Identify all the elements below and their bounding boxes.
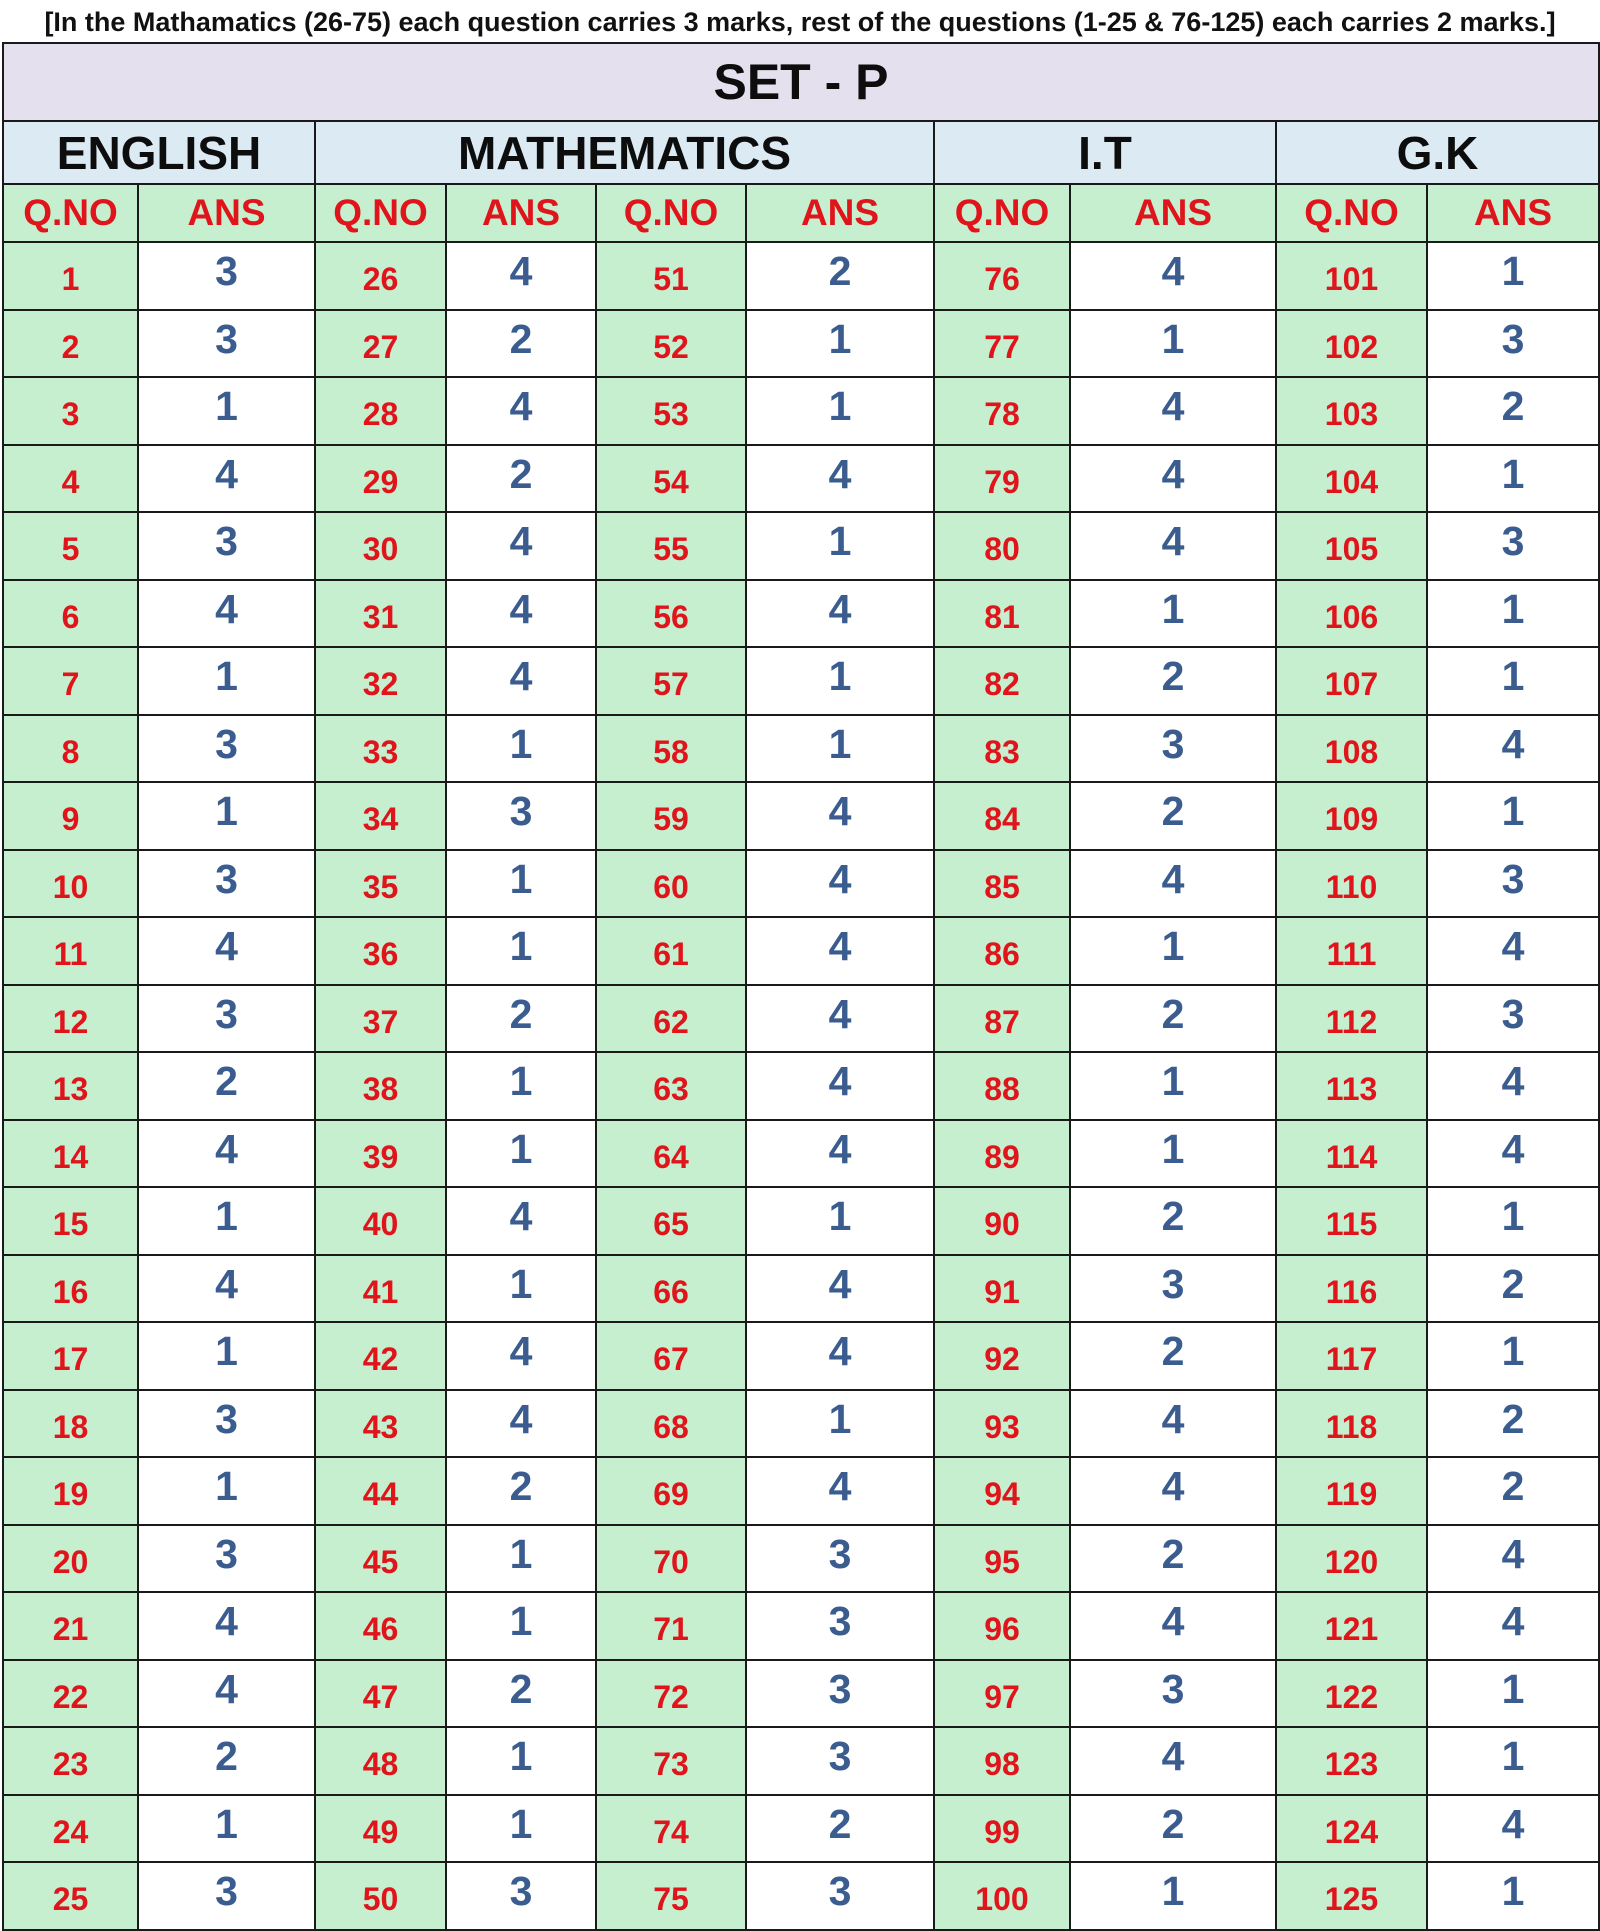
- answer-cell: 4: [446, 1187, 596, 1255]
- answer-cell: 4: [1427, 715, 1599, 783]
- subject-header-gk: G.K: [1276, 121, 1599, 184]
- question-number-cell: 24: [3, 1795, 138, 1863]
- answer-cell: 2: [446, 1660, 596, 1728]
- question-number-cell: 89: [934, 1120, 1070, 1188]
- question-number-cell: 64: [596, 1120, 746, 1188]
- question-number-cell: 103: [1276, 377, 1427, 445]
- answer-cell: 1: [446, 1795, 596, 1863]
- answer-cell: 1: [446, 1052, 596, 1120]
- question-number-cell: 68: [596, 1390, 746, 1458]
- answer-cell: 4: [1070, 512, 1276, 580]
- answer-cell: 2: [746, 1795, 934, 1863]
- question-number-cell: 36: [315, 917, 446, 985]
- answer-cell: 2: [1427, 1457, 1599, 1525]
- question-number-cell: 62: [596, 985, 746, 1053]
- question-number-cell: 55: [596, 512, 746, 580]
- answer-cell: 2: [1427, 1255, 1599, 1323]
- question-number-cell: 47: [315, 1660, 446, 1728]
- column-header-ans: ANS: [138, 184, 315, 242]
- answer-key-table: [2, 42, 1600, 1931]
- question-number-cell: 25: [3, 1862, 138, 1930]
- table-row: [3, 1187, 1599, 1255]
- answer-cell: 1: [446, 1727, 596, 1795]
- table-row: [3, 917, 1599, 985]
- question-number-cell: 44: [315, 1457, 446, 1525]
- table-row: [3, 1592, 1599, 1660]
- answer-cell: 1: [1427, 1727, 1599, 1795]
- question-number-cell: 3: [3, 377, 138, 445]
- question-number-cell: 2: [3, 310, 138, 378]
- answer-cell: 3: [138, 512, 315, 580]
- question-number-cell: 40: [315, 1187, 446, 1255]
- answer-cell: 4: [138, 1592, 315, 1660]
- answer-cell: 2: [138, 1052, 315, 1120]
- question-number-cell: 12: [3, 985, 138, 1053]
- answer-cell: 1: [1427, 647, 1599, 715]
- question-number-cell: 74: [596, 1795, 746, 1863]
- answer-cell: 3: [1070, 715, 1276, 783]
- question-number-cell: 119: [1276, 1457, 1427, 1525]
- question-number-cell: 96: [934, 1592, 1070, 1660]
- table-row: [3, 512, 1599, 580]
- question-number-cell: 6: [3, 580, 138, 648]
- answer-cell: 2: [446, 445, 596, 513]
- answer-cell: 2: [1070, 985, 1276, 1053]
- table-row: [3, 1660, 1599, 1728]
- question-number-cell: 43: [315, 1390, 446, 1458]
- question-number-cell: 80: [934, 512, 1070, 580]
- table-row: [3, 445, 1599, 513]
- answer-cell: 3: [1427, 985, 1599, 1053]
- question-number-cell: 35: [315, 850, 446, 918]
- question-number-cell: 87: [934, 985, 1070, 1053]
- answer-cell: 1: [138, 647, 315, 715]
- question-number-cell: 117: [1276, 1322, 1427, 1390]
- table-row: [3, 647, 1599, 715]
- question-number-cell: 106: [1276, 580, 1427, 648]
- answer-cell: 3: [746, 1660, 934, 1728]
- answer-cell: 1: [446, 1525, 596, 1593]
- question-number-cell: 76: [934, 242, 1070, 310]
- question-number-cell: 72: [596, 1660, 746, 1728]
- table-row: [3, 782, 1599, 850]
- question-number-cell: 98: [934, 1727, 1070, 1795]
- answer-cell: 1: [138, 1322, 315, 1390]
- answer-cell: 3: [446, 782, 596, 850]
- question-number-cell: 111: [1276, 917, 1427, 985]
- answer-cell: 1: [746, 715, 934, 783]
- question-number-cell: 69: [596, 1457, 746, 1525]
- question-number-cell: 16: [3, 1255, 138, 1323]
- question-number-cell: 15: [3, 1187, 138, 1255]
- answer-cell: 4: [1070, 242, 1276, 310]
- subject-header-row: [3, 121, 1599, 184]
- answer-cell: 4: [1427, 1120, 1599, 1188]
- question-number-cell: 32: [315, 647, 446, 715]
- question-number-cell: 100: [934, 1862, 1070, 1930]
- answer-cell: 3: [1070, 1660, 1276, 1728]
- question-number-cell: 83: [934, 715, 1070, 783]
- answer-cell: 4: [138, 1255, 315, 1323]
- column-header-qno: Q.NO: [315, 184, 446, 242]
- question-number-cell: 110: [1276, 850, 1427, 918]
- answer-cell: 4: [746, 917, 934, 985]
- question-number-cell: 4: [3, 445, 138, 513]
- question-number-cell: 14: [3, 1120, 138, 1188]
- answer-cell: 1: [1427, 1660, 1599, 1728]
- question-number-cell: 112: [1276, 985, 1427, 1053]
- column-header-ans: ANS: [1427, 184, 1599, 242]
- question-number-cell: 34: [315, 782, 446, 850]
- question-number-cell: 125: [1276, 1862, 1427, 1930]
- question-number-cell: 37: [315, 985, 446, 1053]
- question-number-cell: 28: [315, 377, 446, 445]
- question-number-cell: 18: [3, 1390, 138, 1458]
- set-title-row: [3, 43, 1599, 121]
- table-row: [3, 850, 1599, 918]
- answer-cell: 4: [746, 1255, 934, 1323]
- answer-cell: 4: [138, 1120, 315, 1188]
- answer-cell: 4: [1070, 1457, 1276, 1525]
- answer-cell: 3: [138, 1390, 315, 1458]
- marks-note: [In the Mathamatics (26-75) each question carries 3 marks, rest of the questions (1-25 & 76-125) each carries 2 marks.]: [44, 7, 1556, 37]
- answer-cell: 3: [1070, 1255, 1276, 1323]
- column-header-ans: ANS: [746, 184, 934, 242]
- question-number-cell: 1: [3, 242, 138, 310]
- answer-cell: 1: [1070, 1862, 1276, 1930]
- answer-cell: 2: [138, 1727, 315, 1795]
- question-number-cell: 39: [315, 1120, 446, 1188]
- answer-cell: 2: [1070, 1525, 1276, 1593]
- answer-cell: 4: [746, 985, 934, 1053]
- question-number-cell: 108: [1276, 715, 1427, 783]
- answer-cell: 1: [746, 647, 934, 715]
- answer-cell: 2: [446, 310, 596, 378]
- question-number-cell: 92: [934, 1322, 1070, 1390]
- answer-cell: 1: [446, 715, 596, 783]
- question-number-cell: 59: [596, 782, 746, 850]
- question-number-cell: 30: [315, 512, 446, 580]
- answer-cell: 3: [746, 1525, 934, 1593]
- answer-cell: 4: [1070, 445, 1276, 513]
- answer-cell: 3: [138, 310, 315, 378]
- answer-cell: 4: [1427, 1052, 1599, 1120]
- question-number-cell: 75: [596, 1862, 746, 1930]
- question-number-cell: 81: [934, 580, 1070, 648]
- column-header-ans: ANS: [446, 184, 596, 242]
- subject-header-mathematics: MATHEMATICS: [315, 121, 934, 184]
- answer-cell: 2: [746, 242, 934, 310]
- answer-cell: 4: [1427, 1592, 1599, 1660]
- answer-cell: 3: [1427, 310, 1599, 378]
- answer-cell: 4: [446, 580, 596, 648]
- question-number-cell: 23: [3, 1727, 138, 1795]
- answer-cell: 3: [1427, 850, 1599, 918]
- answer-cell: 2: [1070, 1795, 1276, 1863]
- answer-cell: 3: [138, 1862, 315, 1930]
- answer-cell: 3: [138, 850, 315, 918]
- answer-cell: 4: [746, 1052, 934, 1120]
- question-number-cell: 95: [934, 1525, 1070, 1593]
- table-row: [3, 985, 1599, 1053]
- table-row: [3, 1457, 1599, 1525]
- subject-header-english: ENGLISH: [3, 121, 315, 184]
- table-row: [3, 1052, 1599, 1120]
- question-number-cell: 88: [934, 1052, 1070, 1120]
- question-number-cell: 46: [315, 1592, 446, 1660]
- answer-cell: 4: [1427, 917, 1599, 985]
- table-row: [3, 377, 1599, 445]
- answer-cell: 2: [1427, 1390, 1599, 1458]
- table-row: [3, 1322, 1599, 1390]
- question-number-cell: 54: [596, 445, 746, 513]
- question-number-cell: 116: [1276, 1255, 1427, 1323]
- table-row: [3, 580, 1599, 648]
- subject-header-it: I.T: [934, 121, 1276, 184]
- question-number-cell: 42: [315, 1322, 446, 1390]
- question-number-cell: 41: [315, 1255, 446, 1323]
- answer-cell: 2: [1070, 647, 1276, 715]
- answer-cell: 4: [746, 1457, 934, 1525]
- question-number-cell: 49: [315, 1795, 446, 1863]
- column-header-ans: ANS: [1070, 184, 1276, 242]
- answer-cell: 4: [138, 445, 315, 513]
- answer-cell: 3: [746, 1862, 934, 1930]
- answer-cell: 4: [1070, 1727, 1276, 1795]
- question-number-cell: 82: [934, 647, 1070, 715]
- answer-cell: 1: [138, 782, 315, 850]
- answer-cell: 1: [1427, 580, 1599, 648]
- question-number-cell: 79: [934, 445, 1070, 513]
- answer-cell: 4: [746, 1322, 934, 1390]
- question-number-cell: 29: [315, 445, 446, 513]
- question-number-cell: 33: [315, 715, 446, 783]
- question-number-cell: 115: [1276, 1187, 1427, 1255]
- question-number-cell: 5: [3, 512, 138, 580]
- question-number-cell: 48: [315, 1727, 446, 1795]
- set-title: SET - P: [3, 43, 1599, 121]
- table-row: [3, 1795, 1599, 1863]
- column-header-qno: Q.NO: [1276, 184, 1427, 242]
- answer-cell: 1: [446, 1120, 596, 1188]
- question-number-cell: 7: [3, 647, 138, 715]
- answer-cell: 4: [746, 445, 934, 513]
- table-row: [3, 1525, 1599, 1593]
- question-number-cell: 38: [315, 1052, 446, 1120]
- question-number-cell: 56: [596, 580, 746, 648]
- answer-cell: 4: [1427, 1795, 1599, 1863]
- question-number-cell: 52: [596, 310, 746, 378]
- question-number-cell: 85: [934, 850, 1070, 918]
- answer-cell: 4: [446, 647, 596, 715]
- answer-cell: 1: [1427, 242, 1599, 310]
- answer-cell: 4: [446, 512, 596, 580]
- answer-cell: 4: [746, 580, 934, 648]
- answer-cell: 1: [1070, 310, 1276, 378]
- answer-cell: 2: [446, 985, 596, 1053]
- question-number-cell: 90: [934, 1187, 1070, 1255]
- column-header-qno: Q.NO: [934, 184, 1070, 242]
- answer-cell: 1: [1427, 1322, 1599, 1390]
- question-number-cell: 107: [1276, 647, 1427, 715]
- answer-cell: 1: [138, 1187, 315, 1255]
- answer-cell: 4: [746, 1120, 934, 1188]
- question-number-cell: 21: [3, 1592, 138, 1660]
- table-row: [3, 1862, 1599, 1930]
- answer-cell: 3: [138, 985, 315, 1053]
- question-number-cell: 105: [1276, 512, 1427, 580]
- question-number-cell: 17: [3, 1322, 138, 1390]
- column-header-qno: Q.NO: [596, 184, 746, 242]
- table-row: [3, 715, 1599, 783]
- question-number-cell: 101: [1276, 242, 1427, 310]
- table-row: [3, 1727, 1599, 1795]
- question-number-cell: 91: [934, 1255, 1070, 1323]
- answer-cell: 2: [1070, 782, 1276, 850]
- question-number-cell: 65: [596, 1187, 746, 1255]
- question-number-cell: 70: [596, 1525, 746, 1593]
- question-number-cell: 13: [3, 1052, 138, 1120]
- question-number-cell: 63: [596, 1052, 746, 1120]
- answer-cell: 4: [1070, 377, 1276, 445]
- answer-cell: 4: [446, 1390, 596, 1458]
- answer-cell: 1: [1427, 1187, 1599, 1255]
- answer-cell: 3: [138, 242, 315, 310]
- table-row: [3, 1390, 1599, 1458]
- question-number-cell: 104: [1276, 445, 1427, 513]
- answer-cell: 1: [746, 1187, 934, 1255]
- question-number-cell: 60: [596, 850, 746, 918]
- question-number-cell: 20: [3, 1525, 138, 1593]
- question-number-cell: 57: [596, 647, 746, 715]
- question-number-cell: 78: [934, 377, 1070, 445]
- question-number-cell: 97: [934, 1660, 1070, 1728]
- answer-cell: 4: [138, 1660, 315, 1728]
- question-number-cell: 26: [315, 242, 446, 310]
- answer-cell: 3: [746, 1592, 934, 1660]
- answer-cell: 3: [746, 1727, 934, 1795]
- question-number-cell: 113: [1276, 1052, 1427, 1120]
- answer-cell: 3: [446, 1862, 596, 1930]
- question-number-cell: 99: [934, 1795, 1070, 1863]
- column-header-qno: Q.NO: [3, 184, 138, 242]
- answer-cell: 4: [446, 377, 596, 445]
- answer-cell: 4: [446, 242, 596, 310]
- question-number-cell: 66: [596, 1255, 746, 1323]
- answer-cell: 2: [446, 1457, 596, 1525]
- question-number-cell: 8: [3, 715, 138, 783]
- answer-cell: 2: [1427, 377, 1599, 445]
- table-row: [3, 242, 1599, 310]
- answer-cell: 1: [138, 377, 315, 445]
- question-number-cell: 11: [3, 917, 138, 985]
- answer-cell: 1: [746, 377, 934, 445]
- question-number-cell: 51: [596, 242, 746, 310]
- answer-cell: 4: [138, 580, 315, 648]
- column-header-row: [3, 184, 1599, 242]
- table-row: [3, 1120, 1599, 1188]
- question-number-cell: 73: [596, 1727, 746, 1795]
- answer-cell: 1: [746, 512, 934, 580]
- answer-cell: 4: [1070, 850, 1276, 918]
- question-number-cell: 84: [934, 782, 1070, 850]
- answer-cell: 1: [446, 1255, 596, 1323]
- answer-cell: 4: [1427, 1525, 1599, 1593]
- question-number-cell: 50: [315, 1862, 446, 1930]
- answer-cell: 3: [1427, 512, 1599, 580]
- answer-cell: 4: [746, 782, 934, 850]
- question-number-cell: 31: [315, 580, 446, 648]
- question-number-cell: 121: [1276, 1592, 1427, 1660]
- answer-cell: 4: [1070, 1592, 1276, 1660]
- answer-cell: 2: [1070, 1322, 1276, 1390]
- table-row: [3, 1255, 1599, 1323]
- answer-cell: 1: [138, 1457, 315, 1525]
- answer-cell: 4: [746, 850, 934, 918]
- table-row: [3, 310, 1599, 378]
- question-number-cell: 27: [315, 310, 446, 378]
- question-number-cell: 53: [596, 377, 746, 445]
- question-number-cell: 77: [934, 310, 1070, 378]
- question-number-cell: 61: [596, 917, 746, 985]
- question-number-cell: 86: [934, 917, 1070, 985]
- question-number-cell: 124: [1276, 1795, 1427, 1863]
- answer-cell: 1: [446, 850, 596, 918]
- answer-cell: 4: [138, 917, 315, 985]
- answer-cell: 3: [138, 1525, 315, 1593]
- question-number-cell: 9: [3, 782, 138, 850]
- question-number-cell: 109: [1276, 782, 1427, 850]
- answer-cell: 4: [1070, 1390, 1276, 1458]
- question-number-cell: 10: [3, 850, 138, 918]
- question-number-cell: 67: [596, 1322, 746, 1390]
- question-number-cell: 93: [934, 1390, 1070, 1458]
- question-number-cell: 45: [315, 1525, 446, 1593]
- answer-cell: 4: [446, 1322, 596, 1390]
- answer-cell: 1: [746, 310, 934, 378]
- answer-cell: 1: [138, 1795, 315, 1863]
- question-number-cell: 123: [1276, 1727, 1427, 1795]
- answer-cell: 1: [446, 917, 596, 985]
- question-number-cell: 118: [1276, 1390, 1427, 1458]
- answer-cell: 1: [1427, 1862, 1599, 1930]
- answer-cell: 1: [1070, 1120, 1276, 1188]
- answer-cell: 1: [1427, 445, 1599, 513]
- question-number-cell: 58: [596, 715, 746, 783]
- question-number-cell: 120: [1276, 1525, 1427, 1593]
- answer-cell: 1: [746, 1390, 934, 1458]
- question-number-cell: 102: [1276, 310, 1427, 378]
- question-number-cell: 122: [1276, 1660, 1427, 1728]
- question-number-cell: 22: [3, 1660, 138, 1728]
- answer-cell: 1: [1070, 1052, 1276, 1120]
- answer-cell: 2: [1070, 1187, 1276, 1255]
- question-number-cell: 94: [934, 1457, 1070, 1525]
- answer-cell: 1: [1070, 580, 1276, 648]
- question-number-cell: 114: [1276, 1120, 1427, 1188]
- answer-cell: 1: [446, 1592, 596, 1660]
- question-number-cell: 71: [596, 1592, 746, 1660]
- answer-cell: 1: [1427, 782, 1599, 850]
- question-number-cell: 19: [3, 1457, 138, 1525]
- answer-cell: 1: [1070, 917, 1276, 985]
- answer-cell: 3: [138, 715, 315, 783]
